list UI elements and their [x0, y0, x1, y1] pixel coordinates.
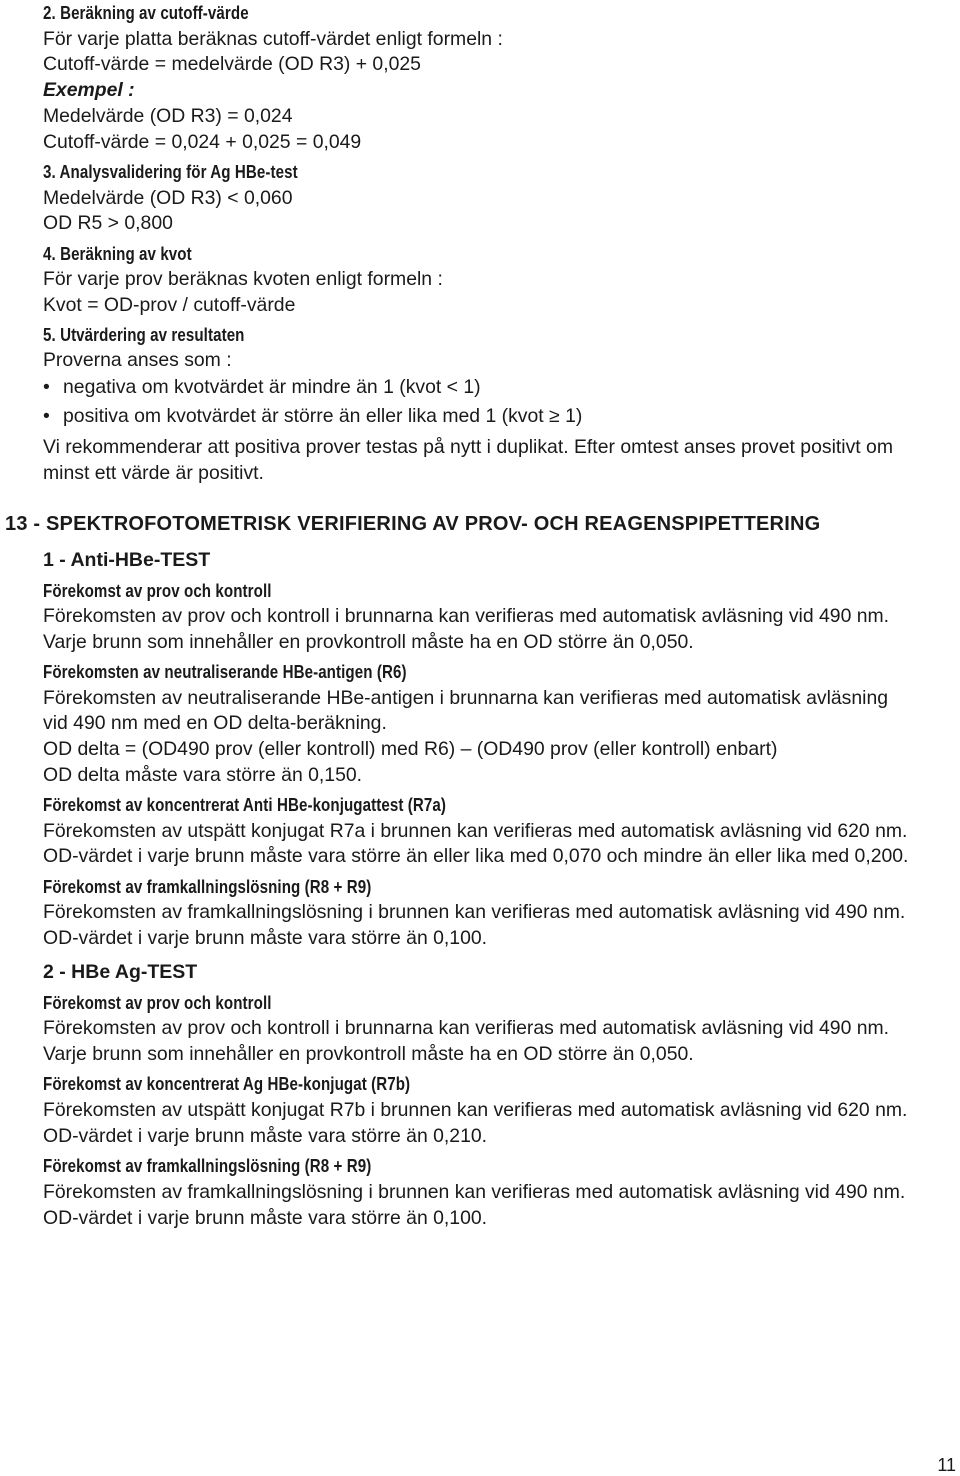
text-line: Förekomsten av prov och kontroll i brunnarna kan verifieras med automatisk avläsning vid 490 nm. — [43, 1017, 890, 1039]
section-4-heading: 4. Beräkning av kvot — [43, 244, 192, 264]
text-line: För varje prov beräknas kvoten enligt formeln : — [43, 268, 443, 290]
text-line: Vi rekommenderar att positiva prover testas på nytt i duplikat. Efter omtest anses provet positivt om — [43, 436, 893, 458]
text-line: Förekomsten av framkallningslösning i brunnen kan verifieras med automatisk avläsning vid 490 nm. — [43, 901, 906, 923]
subheading: Förekomsten av neutraliserande HBe-antigen (R6) — [43, 662, 407, 682]
subsection-title: 1 - Anti-HBe-TEST — [43, 549, 211, 571]
bullet-item — [43, 404, 582, 428]
bullet-text: negativa om kvotvärdet är mindre än 1 (kvot < 1) — [63, 376, 481, 398]
text-line: För varje platta beräknas cutoff-värdet enligt formeln : — [43, 28, 503, 50]
text-line: Förekomsten av utspätt konjugat R7b i brunnen kan verifieras med automatisk avläsning vid 620 nm. — [43, 1099, 908, 1121]
text-line: minst ett värde är positivt. — [43, 462, 264, 484]
section-3-heading: 3. Analysvalidering för Ag HBe-test — [43, 162, 298, 182]
text-line: vid 490 nm med en OD delta-beräkning. — [43, 712, 387, 734]
text-line: Kvot = OD-prov / cutoff-värde — [43, 294, 296, 316]
text-line: OD-värdet i varje brunn måste vara större än 0,100. — [43, 1207, 488, 1229]
subheading: Förekomst av framkallningslösning (R8 + R9) — [43, 877, 372, 897]
bullet-item — [43, 375, 481, 399]
subheading: Förekomst av framkallningslösning (R8 + R9) — [43, 1156, 372, 1176]
text-line: Proverna anses som : — [43, 349, 232, 371]
bullet-icon: • — [43, 405, 50, 427]
bullet-text: positiva om kvotvärdet är större än eller lika med 1 (kvot ≥ 1) — [63, 405, 583, 427]
section-13-heading: 13 - SPEKTROFOTOMETRISK VERIFIERING AV PROV- OCH REAGENSPIPETTERING — [5, 513, 821, 535]
text-line: Förekomsten av utspätt konjugat R7a i brunnen kan verifieras med automatisk avläsning vid 620 nm. — [43, 820, 908, 842]
text-line: OD R5 > 0,800 — [43, 212, 173, 234]
example-label: Exempel : — [43, 79, 135, 101]
text-line: Varje brunn som innehåller en provkontroll måste ha en OD större än 0,050. — [43, 1043, 694, 1065]
text-line: OD-värdet i varje brunn måste vara större än 0,210. — [43, 1125, 488, 1147]
text-line: Förekomsten av neutraliserande HBe-antigen i brunnarna kan verifieras med automatisk avläsning — [43, 687, 889, 709]
subheading: Förekomst av koncentrerat Anti HBe-konjugattest (R7a) — [43, 795, 446, 815]
subheading: Förekomst av prov och kontroll — [43, 581, 272, 601]
subsection-title: 2 - HBe Ag-TEST — [43, 961, 198, 983]
text-line: Varje brunn som innehåller en provkontroll måste ha en OD större än 0,050. — [43, 631, 694, 653]
subheading: Förekomst av koncentrerat Ag HBe-konjugat (R7b) — [43, 1074, 411, 1094]
subheading: Förekomst av prov och kontroll — [43, 993, 272, 1013]
text-line: OD delta = (OD490 prov (eller kontroll) med R6) – (OD490 prov (eller kontroll) enbart) — [43, 738, 778, 760]
section-2-heading: 2. Beräkning av cutoff-värde — [43, 3, 249, 23]
bullet-icon: • — [43, 376, 50, 398]
section-5-heading: 5. Utvärdering av resultaten — [43, 325, 245, 345]
page-number: 11 — [937, 1455, 956, 1475]
text-line: Medelvärde (OD R3) = 0,024 — [43, 105, 293, 127]
text-line: Cutoff-värde = 0,024 + 0,025 = 0,049 — [43, 131, 362, 153]
text-line: OD delta måste vara större än 0,150. — [43, 764, 363, 786]
text-line: Förekomsten av prov och kontroll i brunnarna kan verifieras med automatisk avläsning vid 490 nm. — [43, 605, 890, 627]
text-line: OD-värdet i varje brunn måste vara större än 0,100. — [43, 927, 488, 949]
text-line: Förekomsten av framkallningslösning i brunnen kan verifieras med automatisk avläsning vid 490 nm. — [43, 1181, 906, 1203]
text-line: Cutoff-värde = medelvärde (OD R3) + 0,025 — [43, 53, 421, 75]
text-line: Medelvärde (OD R3) < 0,060 — [43, 187, 293, 209]
text-line: OD-värdet i varje brunn måste vara större än eller lika med 0,070 och mindre än eller lika med 0,200. — [43, 845, 909, 867]
